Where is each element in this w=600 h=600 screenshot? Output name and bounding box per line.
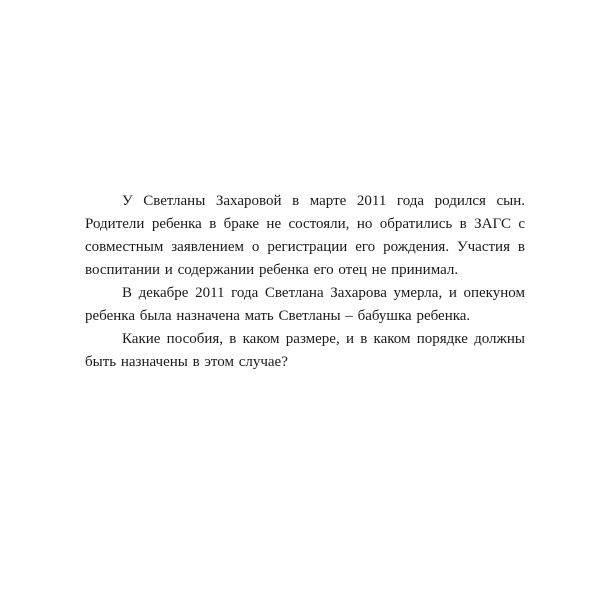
paragraph-case-facts: У Светланы Захаровой в марте 2011 года родился сын. Родители ребенка в браке не состояли, но обратились в ЗАГС с совместным заявлением о регистрации его рождения. Участия в воспитании и содержании ребенка его отец не принимал. <box>85 193 525 278</box>
text-block <box>85 190 525 374</box>
paragraph-question: Какие пособия, в каком размере, и в каком порядке должны быть назначены в этом случае? <box>85 331 525 370</box>
paragraph-guardianship: В декабре 2011 года Светлана Захарова умерла, и опекуном ребенка была назначена мать Светланы – бабушка ребенка. <box>85 285 525 324</box>
